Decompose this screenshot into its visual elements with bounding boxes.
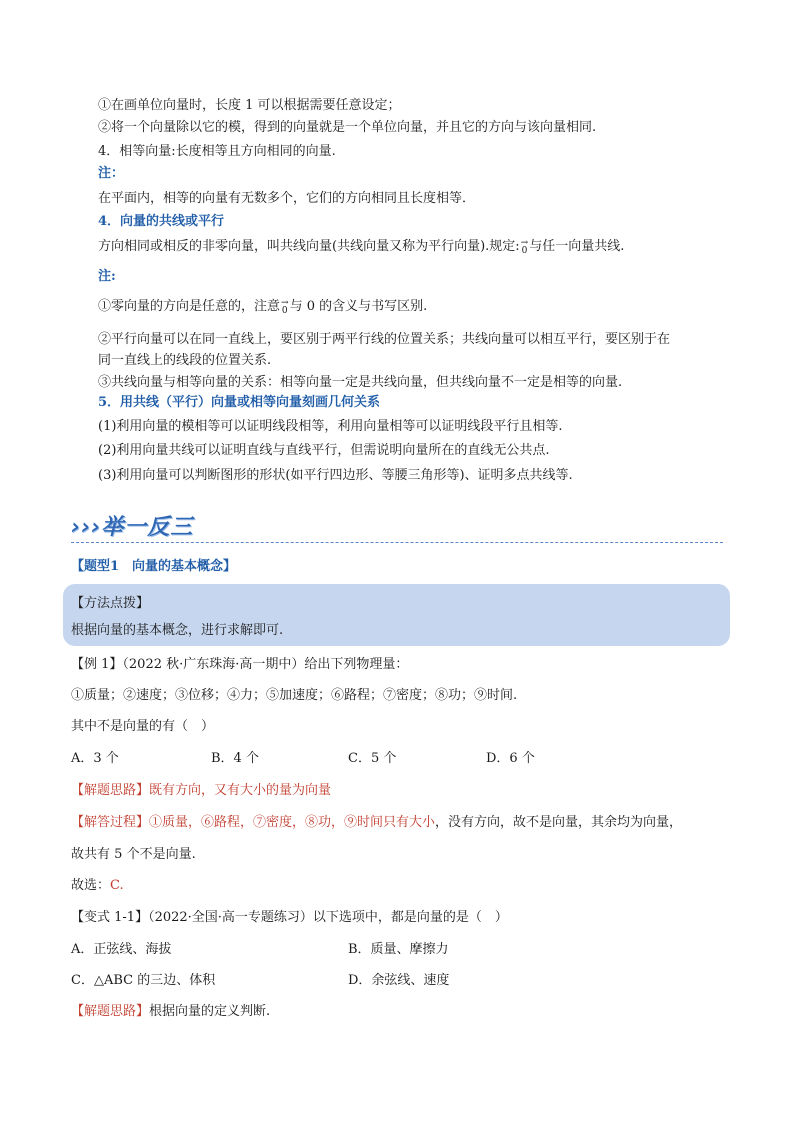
equal-vectors-heading: 4．相等向量:长度相等且方向相同的向量. xyxy=(98,144,336,159)
geometry-heading: 5．用共线（平行）向量或相等向量刻画几何关系 xyxy=(98,395,381,410)
example1-thinking xyxy=(71,782,331,800)
banner-divider xyxy=(71,542,723,543)
variant1-header: 【变式 1-1】（2022·全国·高一专题练习）以下选项中，都是向量的是（ ） xyxy=(71,910,508,925)
geometry-item-1: (1)利用向量的模相等可以证明线段相等，利用向量相等可以证明线段平行且相等. xyxy=(98,419,563,434)
section-banner xyxy=(71,508,723,546)
process-red-text: ①质量，⑥路程，⑦密度，⑧功，⑨时间只有大小 xyxy=(149,815,436,830)
zero-symbol: 0 xyxy=(521,245,528,256)
unit-vector-note-1: ①在画单位向量时，长度 1 可以根据需要任意设定； xyxy=(98,98,401,113)
method-label: 【方法点拨】 xyxy=(71,596,150,611)
process-text: ，没有方向，故不是向量，其余均为向量， xyxy=(435,815,683,830)
vector-arrow: → xyxy=(520,237,529,248)
variant1-option-d: D．余弦线、速度 xyxy=(348,973,450,988)
example1-process-line2 xyxy=(71,846,196,864)
example1-answer xyxy=(71,877,124,895)
process-label: 【解答过程】 xyxy=(71,815,150,830)
zero-vector-symbol xyxy=(521,239,529,255)
example1-option-d: D．6 个 xyxy=(486,751,535,766)
example1-question: 其中不是向量的有（ ） xyxy=(71,719,215,734)
example1-header: 【例 1】（2022 秋·广东珠海·高一期中）给出下列物理量： xyxy=(71,657,409,672)
variant-thinking-text: 根据向量的定义判断. xyxy=(149,1004,271,1019)
thinking-text: 既有方向，又有大小的量为向量 xyxy=(149,783,332,798)
banner-title: ›››举一反三 xyxy=(71,515,194,540)
example1-process-line1 xyxy=(71,814,682,832)
process-line2-b: 5 xyxy=(110,847,127,862)
answer-value: C. xyxy=(110,878,124,893)
collinear-note1-part1: ①零向量的方向是任意的，注意 xyxy=(98,299,281,314)
collinear-def-part2: 与任一向量共线. xyxy=(529,239,625,254)
thinking-label: 【解题思路】 xyxy=(71,783,150,798)
vector-arrow: → xyxy=(281,297,289,308)
geometry-item-3: (3)利用向量可以判断图形的形状(如平行四边形、等腰三角形等)、证明多点共线等. xyxy=(98,468,573,483)
collinear-heading: 4．向量的共线或平行 xyxy=(98,214,225,229)
process-line2-a: 故共有 xyxy=(71,847,111,862)
example1-option-b: B．4 个 xyxy=(211,751,259,766)
collinear-definition xyxy=(98,238,624,256)
topic-heading: 【题型1 向量的基本概念】 xyxy=(71,559,237,574)
collinear-note-3: ③共线向量与相等向量的关系：相等向量一定是共线向量，但共线向量不一定是相等的向量. xyxy=(98,375,623,390)
example1-option-c: C．5 个 xyxy=(348,751,397,766)
geometry-item-2: (2)利用向量共线可以证明直线与直线平行，但需说明向量所在的直线无公共点. xyxy=(98,443,550,458)
equal-vectors-note-label: 注： xyxy=(98,166,125,181)
collinear-note-2-line1: ②平行向量可以在同一直线上，要区别于两平行线的位置关系；共线向量可以相互平行，要区别于在 xyxy=(98,332,671,347)
variant1-option-c: C．△ABC 的三边、体积 xyxy=(71,973,216,988)
collinear-note-label: 注: xyxy=(98,269,116,284)
unit-vector-note-2: ②将一个向量除以它的模，得到的向量就是一个单位向量，并且它的方向与该向量相同. xyxy=(98,120,597,135)
method-text: 根据向量的基本概念，进行求解即可. xyxy=(71,623,284,638)
equal-vectors-note-text: 在平面内，相等的向量有无数多个，它们的方向相同且长度相等． xyxy=(98,191,476,206)
collinear-note-2-line2: 同一直线上的线段的位置关系. xyxy=(98,353,272,368)
collinear-note-1 xyxy=(98,298,427,316)
variant1-thinking xyxy=(71,1003,270,1021)
answer-label: 故选： xyxy=(71,878,111,893)
zero-symbol: 0 xyxy=(281,305,288,316)
collinear-def-part1: 方向相同或相反的非零向量，叫共线向量(共线向量又称为平行向量).规定: xyxy=(98,239,520,254)
variant-thinking-label: 【解题思路】 xyxy=(71,1004,150,1019)
collinear-note1-part2: 与 0 的含义与书写区别. xyxy=(289,299,428,314)
variant1-option-a: A．正弦线、海拔 xyxy=(71,942,172,957)
process-line2-c: 个不是向量. xyxy=(126,847,196,862)
variant1-option-b: B．质量、摩擦力 xyxy=(348,942,449,957)
example1-list: ①质量；②速度；③位移；④力；⑤加速度；⑥路程；⑦密度；⑧功；⑨时间. xyxy=(71,688,518,703)
example1-option-a: A．3 个 xyxy=(71,751,119,766)
zero-vector-symbol xyxy=(281,299,289,315)
